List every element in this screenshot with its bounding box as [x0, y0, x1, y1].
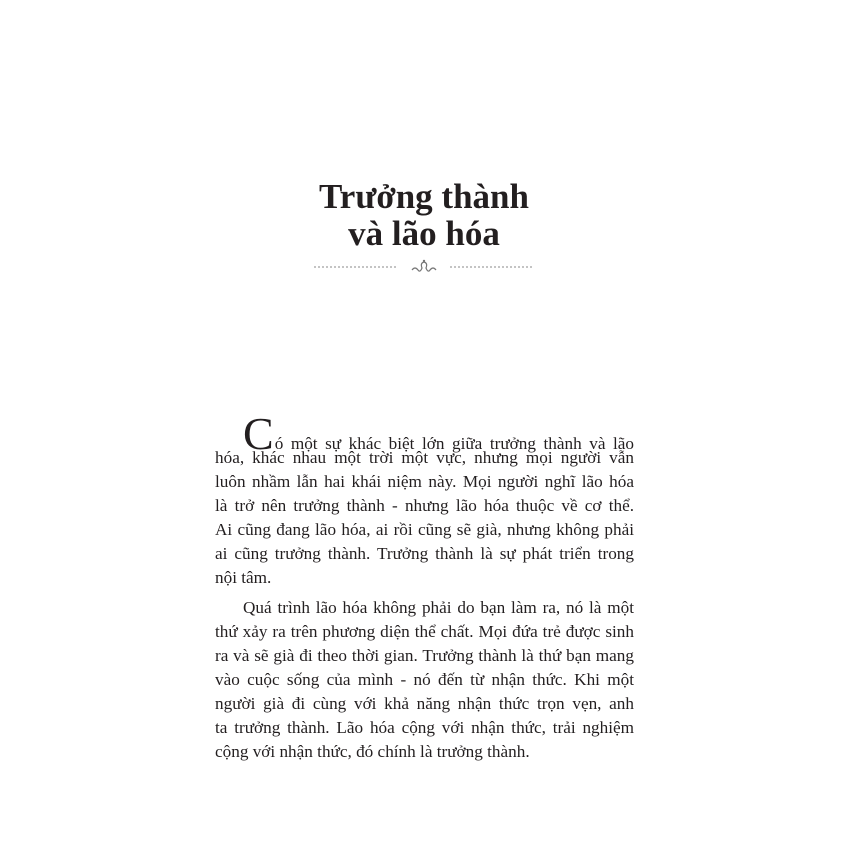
text-line: là trở nên trưởng thành - nhưng lão hóa thuộc về cơ thể.	[215, 496, 634, 515]
text-line: người già đi cùng với khả năng nhận thức trọn vẹn, anh	[215, 694, 634, 713]
text-line: Ai cũng đang lão hóa, ai rồi cũng sẽ già, nhưng không phải	[215, 520, 634, 539]
text-line: Quá trình lão hóa không phải do bạn làm ra, nó là một	[243, 598, 634, 617]
text-line: Có một sự khác biệt lớn giữa trưởng thành và lão	[243, 408, 634, 459]
chapter-title	[0, 178, 848, 252]
text-line: ai cũng trưởng thành. Trưởng thành là sự phát triển trong	[215, 544, 634, 563]
text-line: ra và sẽ già đi theo thời gian. Trưởng thành là thứ bạn mang	[215, 646, 634, 665]
paragraph-1	[215, 408, 634, 590]
text-line: hóa, khác nhau một trời một vực, nhưng mọi người vẫn	[215, 448, 634, 467]
text-line: cộng với nhận thức, đó chính là trưởng thành.	[215, 742, 530, 761]
chapter-title-line: và lão hóa	[348, 214, 500, 253]
text-line: luôn nhầm lẫn hai khái niệm này. Mọi người nghĩ lão hóa	[215, 472, 634, 491]
paragraph-2	[215, 596, 634, 764]
text-line: vào cuộc sống của mình - nó đến từ nhận thức. Khi một	[215, 670, 634, 689]
text-line: ta trưởng thành. Lão hóa cộng với nhận thức, trải nghiệm	[215, 718, 634, 737]
flourish-divider-icon	[314, 259, 534, 275]
drop-cap: C	[243, 408, 274, 459]
text-line: thứ xảy ra trên phương diện thể chất. Mọi đứa trẻ được sinh	[215, 622, 634, 641]
text-line: nội tâm.	[215, 568, 272, 587]
chapter-title-line: Trưởng thành	[319, 177, 529, 216]
